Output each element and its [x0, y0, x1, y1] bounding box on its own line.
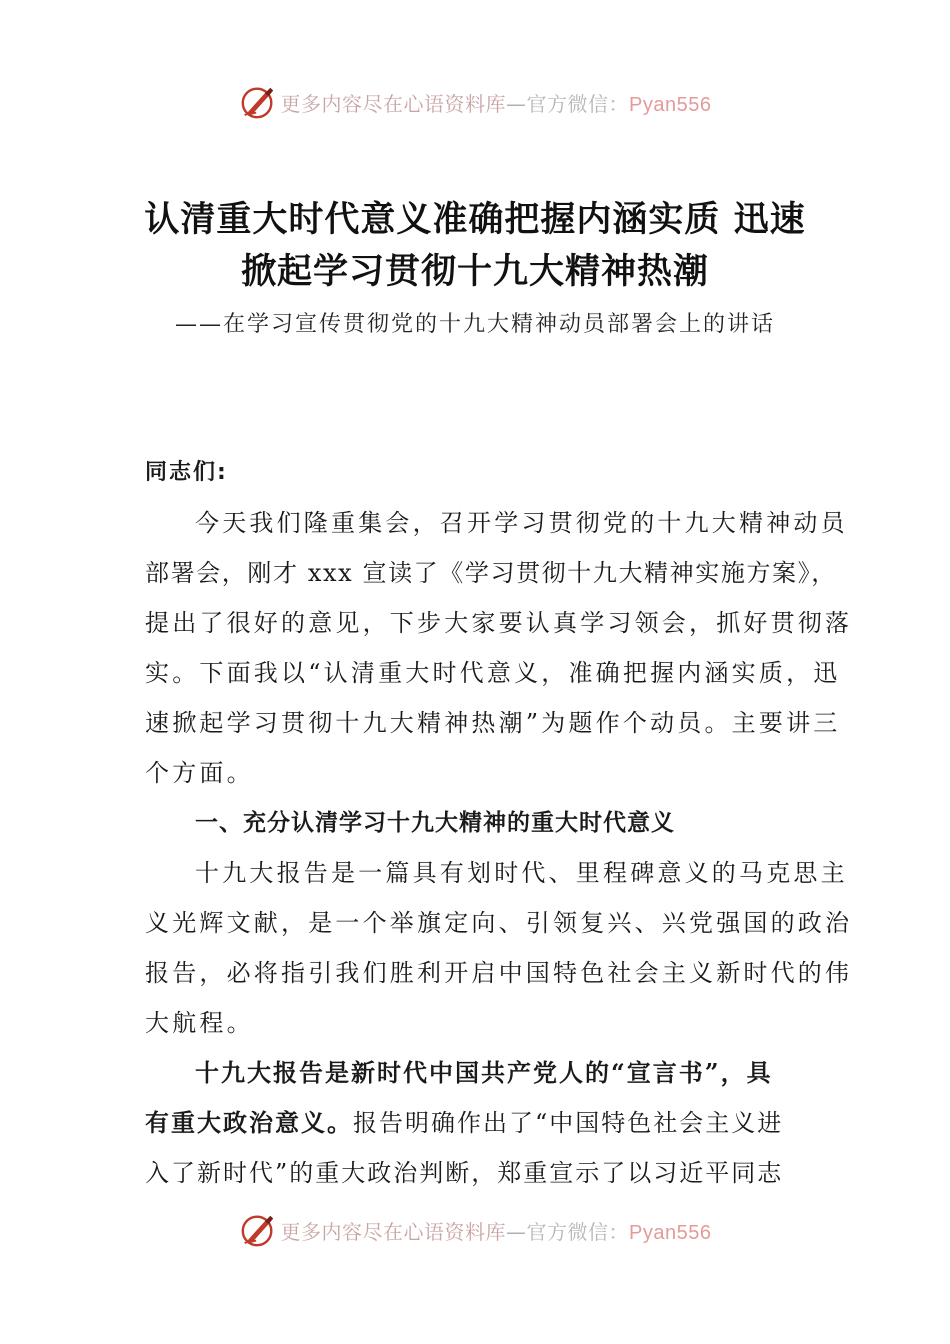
bold-thesis-line: 十九大报告是新时代中国共产党人的“宣言书”，具	[195, 1058, 773, 1087]
document-subtitle: ——在学习宣传贯彻党的十九大精神动员部署会上的讲话	[174, 312, 775, 337]
paragraph-text: 报告明确作出了“中国特色社会主义进	[353, 1109, 784, 1137]
paragraph-line: 报告，必将指引我们胜利开启中国特色社会主义新时代的伟	[145, 959, 853, 987]
section-heading: 一、充分认清学习十九大精神的重大时代意义	[195, 810, 675, 836]
paragraph-line: 部署会，刚才 xxx 宣读了《学习贯彻十九大精神实施方案》，	[145, 559, 837, 587]
paragraph-line: 入了新时代”的重大政治判断，郑重宣示了以习近平同志	[145, 1159, 784, 1187]
watermark-text	[281, 88, 712, 117]
pen-logo-icon	[239, 1211, 277, 1249]
paragraph-line: 义光辉文献，是一个举旗定向、引领复兴、兴党强国的政治	[145, 909, 853, 937]
paragraph-line: 大航程。	[145, 1009, 254, 1037]
paragraph-line: 十九大报告是一篇具有划时代、里程碑意义的马克思主	[195, 859, 848, 887]
watermark-dash: —	[506, 91, 527, 116]
watermark-banner-top	[0, 82, 950, 122]
paragraph-line: 提出了很好的意见，下步大家要认真学习领会，抓好贯彻落	[145, 609, 853, 637]
watermark-site-text: 更多内容尽在心语资料库	[280, 1219, 507, 1244]
watermark-site-text: 更多内容尽在心语资料库	[280, 91, 507, 116]
document-body	[145, 448, 853, 1198]
watermark-dash: —	[506, 1219, 527, 1244]
document-title-line1: 认清重大时代意义准确把握内涵实质 迅速	[144, 199, 806, 240]
paragraph-line: 个方面。	[145, 759, 254, 787]
watermark-wechat-label: 官方微信：	[526, 91, 630, 116]
watermark-wechat-id: Pyan556	[629, 1221, 712, 1244]
bold-thesis-end: 有重大政治意义。	[145, 1108, 353, 1137]
document-title-line2: 掀起学习贯彻十九大精神热潮	[240, 251, 709, 292]
paragraph-line: 速掀起学习贯彻十九大精神热潮”为题作个动员。主要讲三	[145, 709, 841, 737]
pen-logo-icon	[239, 83, 277, 121]
watermark-wechat-id: Pyan556	[629, 93, 712, 116]
salutation: 同志们:	[145, 460, 228, 485]
watermark-wechat-label: 官方微信：	[526, 1219, 630, 1244]
watermark-banner-bottom	[0, 1210, 950, 1250]
watermark-text	[281, 1216, 712, 1245]
paragraph-line-mixed	[145, 1098, 815, 1148]
paragraph-line: 今天我们隆重集会，召开学习贯彻党的十九大精神动员	[195, 509, 848, 537]
paragraph-line: 实。下面我以“认清重大时代意义，准确把握内涵实质，迅	[145, 659, 841, 687]
